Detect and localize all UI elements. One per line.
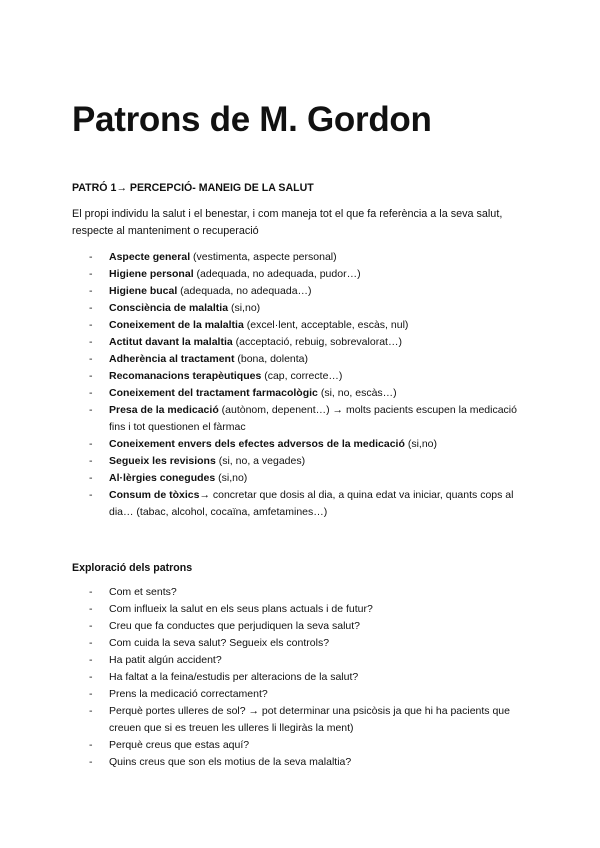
list-item xyxy=(72,368,534,385)
list-item xyxy=(72,300,534,317)
item-term: Recomanacions terapèutiques xyxy=(109,370,262,382)
pattern-heading: PATRÓ 1→ PERCEPCIÓ- MANEIG DE LA SALUT xyxy=(72,182,314,194)
item-term: Coneixement de la malaltia xyxy=(109,319,244,331)
question-item: - Creu que fa conductes que perjudiquen la seva salut? xyxy=(72,618,534,635)
item-detail: (adequada, no adequada…) xyxy=(177,285,312,297)
item-detail: (acceptació, rebuig, sobrevalorat…) xyxy=(232,336,402,348)
list-item xyxy=(72,487,534,521)
item-term: Actitut davant la malaltia xyxy=(109,336,233,348)
item-detail: (si,no) xyxy=(215,472,248,484)
list-item xyxy=(72,249,534,266)
item-detail: (si, no, escàs…) xyxy=(317,387,397,399)
list-item xyxy=(72,453,534,470)
page-title: Patrons de M. Gordon xyxy=(72,100,432,139)
item-term: Segueix les revisions xyxy=(109,455,216,467)
question-item: - Perquè portes ulleres de sol? → pot determinar una psicòsis ja que hi ha pacients que creuen que si es treuen les ulleres li llegiràs la ment) xyxy=(72,703,534,737)
item-detail: (adequada, no adequada, pudor…) xyxy=(193,268,361,280)
item-term: Presa de la medicació xyxy=(109,404,219,416)
question-item: - Com influeix la salut en els seus plans actuals i de futur? xyxy=(72,601,534,618)
item-detail: (excel·lent, acceptable, escàs, nul) xyxy=(243,319,409,331)
item-detail: (si, no, a vegades) xyxy=(215,455,306,467)
list-item xyxy=(72,402,534,436)
pattern-items-list xyxy=(72,249,534,521)
exploration-questions-list xyxy=(72,584,534,771)
list-item xyxy=(72,385,534,402)
question-item: - Com cuida la seva salut? Segueix els controls? xyxy=(72,635,534,652)
item-term: Al·lèrgies conegudes xyxy=(109,472,216,484)
question-item: - Com et sents? xyxy=(72,584,534,601)
item-term: Coneixement del tractament farmacològic xyxy=(109,387,318,399)
list-item xyxy=(72,351,534,368)
item-term: Coneixement envers dels efectes adversos de la medicació xyxy=(109,438,405,450)
item-detail: → concretar que dosis al dia, a quina edat va iniciar, quants cops al dia… (tabac, alcohol, cocaïna, amfetamines…) xyxy=(109,489,514,518)
item-detail: (si,no) xyxy=(228,302,261,314)
item-detail: (bona, dolenta) xyxy=(234,353,309,365)
item-term: Aspecte general xyxy=(109,251,191,263)
item-term: Consciència de malaltia xyxy=(109,302,229,314)
list-item xyxy=(72,470,534,487)
list-item xyxy=(72,334,534,351)
item-term: Higiene bucal xyxy=(109,285,178,297)
exploration-heading: Exploració dels patrons xyxy=(72,562,193,574)
question-item: - Perquè creus que estas aquí? xyxy=(72,737,534,754)
list-item xyxy=(72,283,534,300)
list-item xyxy=(72,436,534,453)
item-detail: (cap, correcte…) xyxy=(261,370,343,382)
list-item xyxy=(72,266,534,283)
item-term: Adherència al tractament xyxy=(109,353,235,365)
item-detail: (vestimenta, aspecte personal) xyxy=(190,251,337,263)
list-item xyxy=(72,317,534,334)
question-item: - Ha faltat a la feina/estudis per alteracions de la salut? xyxy=(72,669,534,686)
item-term: Higiene personal xyxy=(109,268,194,280)
question-item: - Quins creus que son els motius de la seva malaltia? xyxy=(72,754,534,771)
question-item: - Ha patit algún accident? xyxy=(72,652,534,669)
pattern-intro: El propi individu la salut i el benestar, i com maneja tot el que fa referència a la seva salut, respecte al manteniment o recuperació xyxy=(72,208,503,237)
question-item: - Prens la medicació correctament? xyxy=(72,686,534,703)
item-detail: (autònom, depenent…) → molts pacients escupen la medicació fins i tot questionen el fàrmac xyxy=(109,404,517,433)
item-term: Consum de tòxics xyxy=(109,489,200,501)
item-detail: (si,no) xyxy=(404,438,437,450)
